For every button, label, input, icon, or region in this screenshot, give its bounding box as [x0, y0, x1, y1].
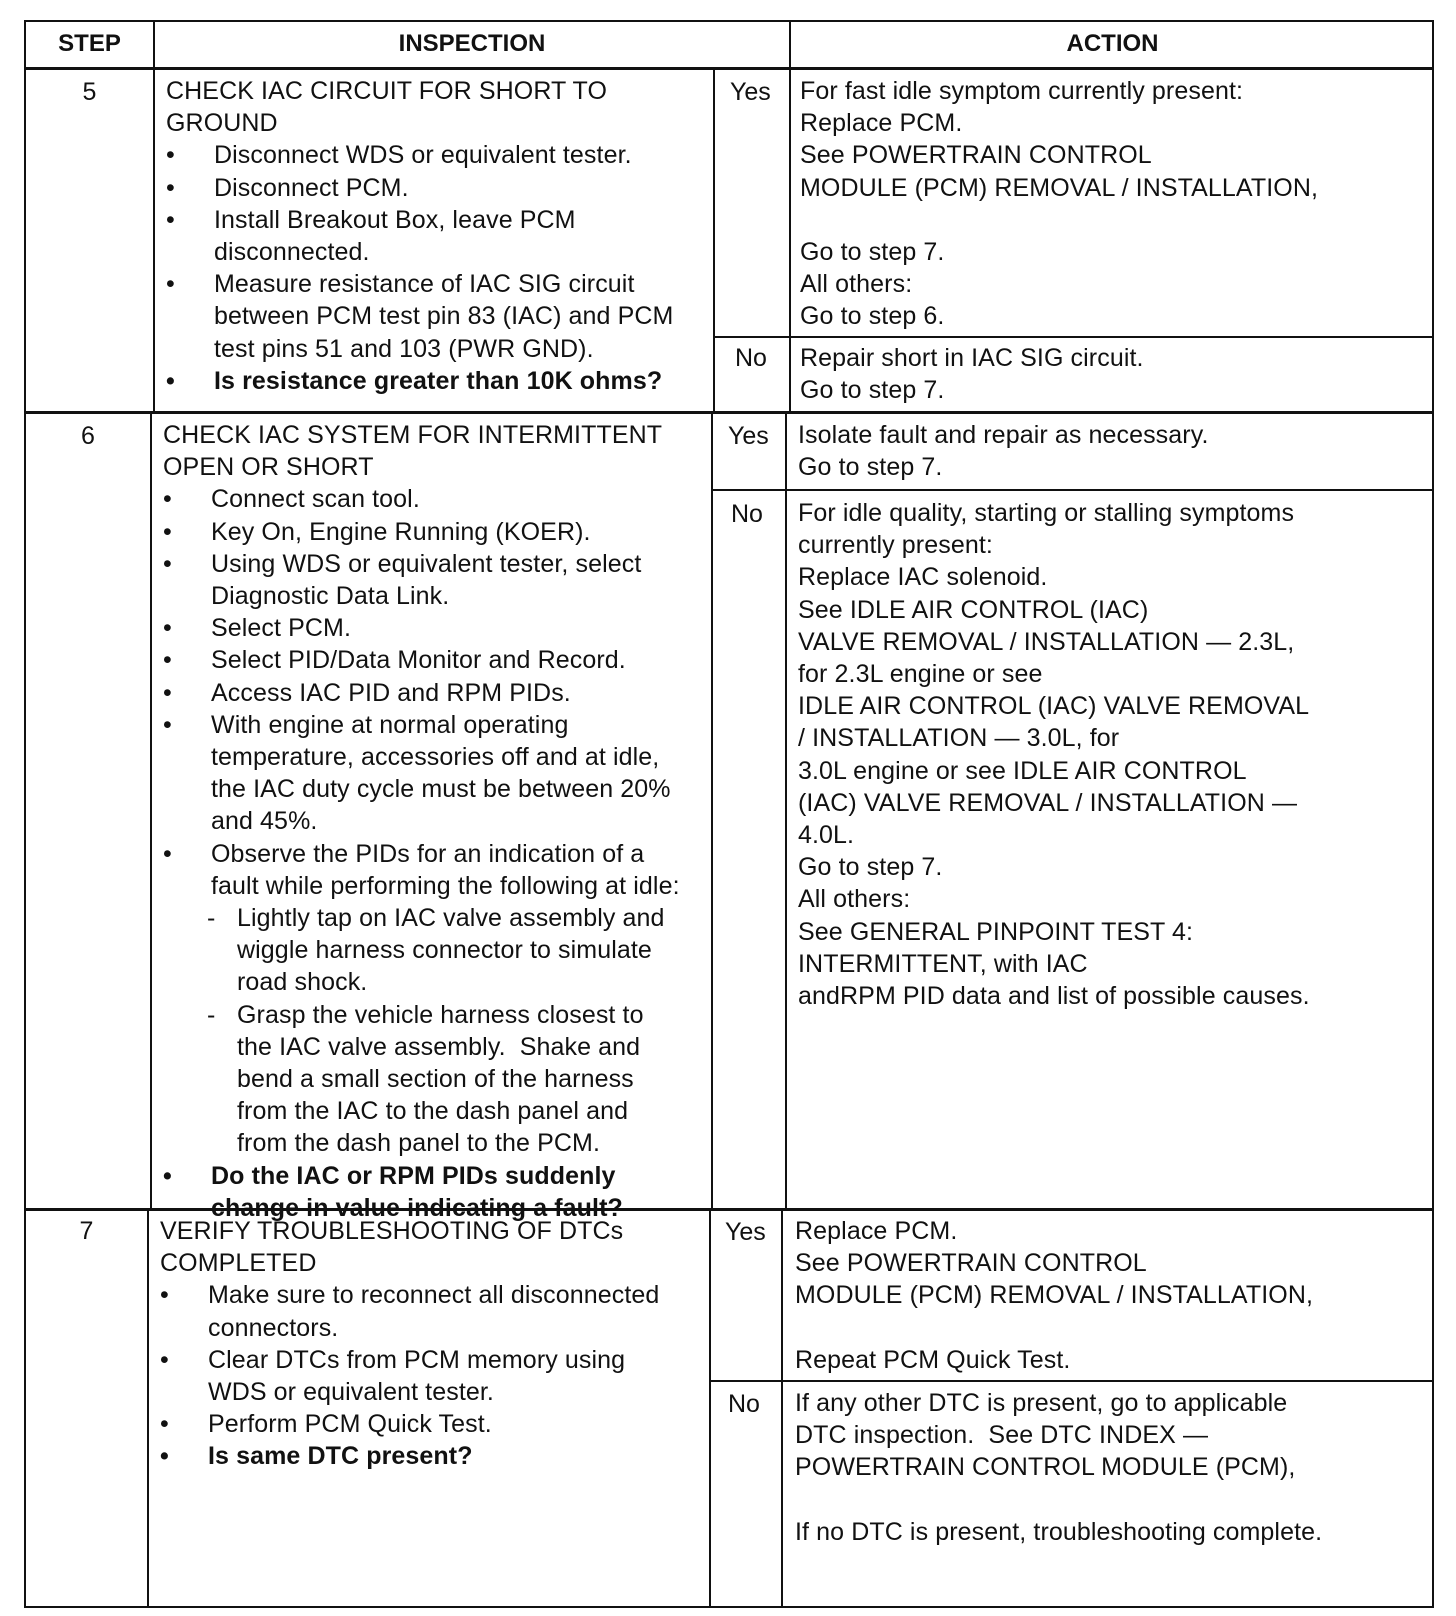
yes-label: Yes — [725, 1218, 766, 1246]
action-line: currently present: — [798, 531, 993, 560]
text-line: and 45%. — [211, 807, 318, 836]
action-line: Replace PCM. — [795, 1217, 958, 1245]
bullet-icon: • — [160, 1345, 169, 1374]
step-title: VERIFY TROUBLESHOOTING OF DTCs — [160, 1217, 624, 1245]
header-inspection: INSPECTION — [398, 30, 546, 57]
text-line: road shock. — [237, 968, 368, 997]
dash-icon: - — [207, 1000, 216, 1029]
no-label: No — [731, 500, 763, 528]
header-action: ACTION — [1066, 30, 1159, 57]
bullet-icon: • — [163, 710, 172, 739]
bullet-item — [166, 204, 711, 268]
action-line: For idle quality, starting or stalling symptoms — [798, 499, 1295, 527]
text-line: Measure resistance of IAC SIG circuit — [214, 270, 635, 299]
action-line: Go to step 6. — [800, 302, 945, 331]
yes-no-divider — [713, 336, 1434, 338]
no-action-cell — [798, 497, 1428, 1012]
text-line: Grasp the vehicle harness closest to — [237, 1000, 644, 1029]
step-title: OPEN OR SHORT — [163, 453, 374, 482]
bullet-item — [166, 268, 711, 365]
text-line: Lightly tap on IAC valve assembly and — [237, 904, 665, 933]
sub-item — [163, 902, 708, 999]
action-line: Go to step 7. — [798, 453, 943, 482]
bullet-icon: • — [166, 270, 175, 299]
text-line: fault while performing the following at idle: — [211, 871, 680, 900]
header-step: STEP — [58, 30, 121, 57]
bullet-icon: • — [163, 678, 172, 707]
text-line: Install Breakout Box, leave PCM — [214, 205, 576, 234]
text-line: Disconnect WDS or equivalent tester. — [214, 141, 632, 170]
text-line: change in value indicating a fault? — [211, 1193, 623, 1222]
text-line: Clear DTCs from PCM memory using — [208, 1345, 626, 1374]
action-line: INTERMITTENT, with IAC — [798, 949, 1088, 978]
column-divider — [781, 1208, 783, 1608]
bullet-icon: • — [163, 614, 172, 643]
yes-label: Yes — [730, 78, 771, 106]
bullet-icon: • — [163, 517, 172, 546]
step-number: 5 — [82, 78, 97, 106]
no-action-cell — [795, 1387, 1425, 1548]
bullet-item — [163, 838, 708, 902]
bullet-icon: • — [166, 173, 175, 202]
text-line: the IAC valve assembly. Shake and — [237, 1032, 641, 1061]
inspection-cell — [160, 1215, 705, 1473]
bullet-icon: • — [163, 549, 172, 578]
column-divider — [153, 20, 155, 412]
bullet-icon: • — [163, 839, 172, 868]
action-line: (IAC) VALVE REMOVAL / INSTALLATION — — [798, 788, 1298, 817]
bullet-item — [160, 1344, 705, 1408]
text-line: Access IAC PID and RPM PIDs. — [211, 678, 571, 707]
text-line: from the dash panel to the PCM. — [237, 1129, 601, 1158]
text-line: from the IAC to the dash panel and — [237, 1097, 629, 1126]
action-line: See POWERTRAIN CONTROL — [795, 1249, 1147, 1278]
no-label: No — [735, 344, 767, 372]
column-divider — [147, 1208, 149, 1608]
text-line: Diagnostic Data Link. — [211, 582, 450, 611]
bullet-item — [163, 644, 708, 676]
step-title: CHECK IAC CIRCUIT FOR SHORT TO — [166, 77, 608, 105]
column-divider — [785, 411, 787, 1210]
text-line: Disconnect PCM. — [214, 173, 409, 202]
action-line — [800, 204, 1430, 236]
header-divider — [24, 67, 1434, 70]
text-line: Is same DTC present? — [208, 1442, 473, 1471]
action-line: Isolate fault and repair as necessary. — [798, 421, 1209, 449]
inspection-cell — [163, 419, 708, 1224]
dash-icon: - — [207, 904, 216, 933]
text-line: Make sure to reconnect all disconnected — [208, 1281, 660, 1310]
text-line: Observe the PIDs for an indication of a — [211, 839, 645, 868]
yes-no-divider — [711, 489, 1434, 491]
column-divider — [713, 67, 715, 412]
step-number: 6 — [81, 422, 95, 450]
bullet-item — [166, 139, 711, 171]
action-line: Replace PCM. — [800, 109, 963, 138]
bullet-item — [166, 172, 711, 204]
text-line: Do the IAC or RPM PIDs suddenly — [211, 1161, 616, 1190]
action-line: for 2.3L engine or see — [798, 660, 1043, 689]
action-line: Go to step 7. — [800, 238, 945, 267]
bullet-icon: • — [163, 485, 172, 514]
text-line: the IAC duty cycle must be between 20% — [211, 775, 671, 804]
question-item — [160, 1440, 705, 1472]
bullet-icon: • — [160, 1410, 169, 1439]
action-line: All others: — [800, 270, 913, 299]
bullet-icon: • — [163, 646, 172, 675]
column-divider — [789, 20, 791, 412]
text-line: bend a small section of the harness — [237, 1065, 634, 1094]
action-line: DTC inspection. See DTC INDEX — — [795, 1421, 1209, 1450]
action-line: VALVE REMOVAL / INSTALLATION — 2.3L, — [798, 627, 1295, 656]
bullet-icon: • — [166, 141, 175, 170]
text-line: Connect scan tool. — [211, 485, 420, 514]
yes-action-cell — [800, 75, 1430, 333]
bullet-icon: • — [163, 1161, 172, 1190]
action-line: Repeat PCM Quick Test. — [795, 1345, 1071, 1374]
action-line: Repair short in IAC SIG circuit. — [800, 344, 1144, 372]
text-line: connectors. — [208, 1313, 339, 1342]
action-line: POWERTRAIN CONTROL MODULE (PCM), — [795, 1453, 1296, 1482]
row-divider — [24, 411, 1434, 414]
text-line: Select PCM. — [211, 614, 352, 643]
column-divider — [150, 411, 152, 1210]
yes-action-cell — [795, 1215, 1425, 1376]
question-item — [166, 365, 711, 397]
bullet-item — [163, 548, 708, 612]
text-line: With engine at normal operating — [211, 710, 569, 739]
text-line: disconnected. — [214, 238, 370, 267]
no-label: No — [728, 1390, 760, 1418]
text-line: Perform PCM Quick Test. — [208, 1410, 492, 1439]
column-divider — [709, 1208, 711, 1608]
text-line: Using WDS or equivalent tester, select — [211, 549, 642, 578]
bullet-item — [163, 709, 708, 838]
text-line: test pins 51 and 103 (PWR GND). — [214, 334, 594, 363]
action-line: See IDLE AIR CONTROL (IAC) — [798, 595, 1149, 624]
yes-no-divider — [709, 1380, 1434, 1382]
text-line: wiggle harness connector to simulate — [237, 936, 652, 965]
action-line: All others: — [798, 885, 911, 914]
text-line: WDS or equivalent tester. — [208, 1378, 494, 1407]
bullet-item — [163, 677, 708, 709]
yes-label: Yes — [728, 422, 769, 450]
action-line: / INSTALLATION — 3.0L, for — [798, 724, 1120, 753]
action-line: See GENERAL PINPOINT TEST 4: — [798, 917, 1194, 946]
action-line: MODULE (PCM) REMOVAL / INSTALLATION, — [795, 1281, 1314, 1310]
bullet-item — [163, 483, 708, 515]
bullet-icon: • — [166, 205, 175, 234]
bullet-icon: • — [160, 1281, 169, 1310]
action-line: If any other DTC is present, go to applicable — [795, 1389, 1288, 1417]
step-title: COMPLETED — [160, 1249, 317, 1278]
no-action-cell — [800, 342, 1430, 406]
yes-action-cell — [798, 419, 1428, 483]
action-line: Go to step 7. — [798, 853, 943, 882]
bullet-icon: • — [160, 1442, 169, 1471]
action-line: andRPM PID data and list of possible causes. — [798, 982, 1310, 1011]
text-line: between PCM test pin 83 (IAC) and PCM — [214, 302, 674, 331]
bullet-item — [160, 1279, 705, 1343]
action-line: Replace IAC solenoid. — [798, 563, 1048, 592]
bullet-icon: • — [166, 366, 175, 395]
text-line: temperature, accessories off and at idle, — [211, 743, 660, 772]
action-line: 4.0L. — [798, 821, 855, 850]
text-line: Is resistance greater than 10K ohms? — [214, 366, 663, 395]
column-divider — [711, 411, 713, 1210]
action-line: See POWERTRAIN CONTROL — [800, 141, 1152, 170]
inspection-cell — [166, 75, 711, 397]
text-line: Key On, Engine Running (KOER). — [211, 517, 591, 546]
action-line — [795, 1484, 1425, 1516]
bullet-item — [160, 1408, 705, 1440]
action-line: For fast idle symptom currently present: — [800, 77, 1244, 105]
action-line: IDLE AIR CONTROL (IAC) VALVE REMOVAL — [798, 692, 1310, 721]
action-line: If no DTC is present, troubleshooting complete. — [795, 1517, 1323, 1546]
bullet-item — [163, 612, 708, 644]
action-line: Go to step 7. — [800, 376, 945, 405]
action-line: 3.0L engine or see IDLE AIR CONTROL — [798, 756, 1247, 785]
step-number: 7 — [79, 1217, 94, 1245]
step-title: GROUND — [166, 109, 278, 138]
text-line: Select PID/Data Monitor and Record. — [211, 646, 626, 675]
bullet-item — [163, 516, 708, 548]
action-line: MODULE (PCM) REMOVAL / INSTALLATION, — [800, 173, 1319, 202]
action-line — [795, 1312, 1425, 1344]
sub-item — [163, 999, 708, 1160]
step-title: CHECK IAC SYSTEM FOR INTERMITTENT — [163, 421, 663, 449]
